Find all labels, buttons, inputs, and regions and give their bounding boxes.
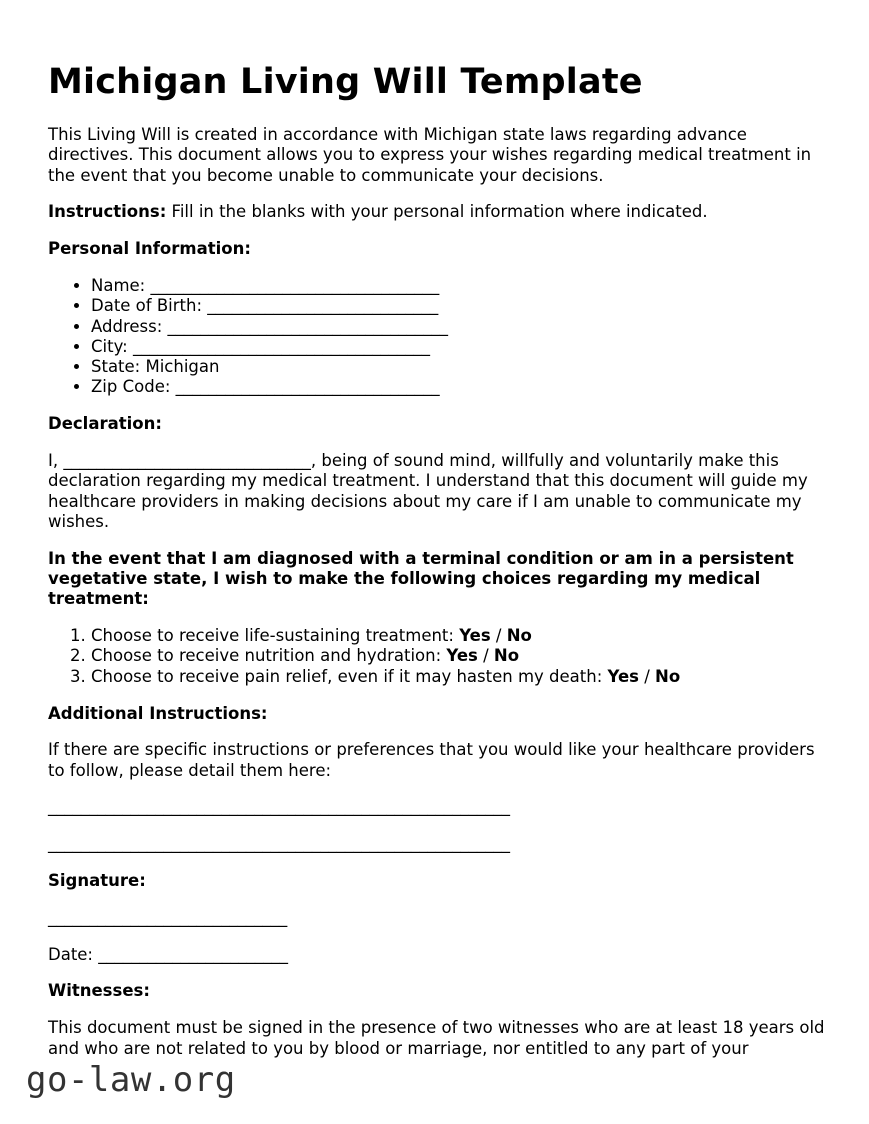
personal-info-city[interactable]: • City: ____________________________________: [91, 337, 828, 357]
personal-info-dob[interactable]: • Date of Birth: ____________________________: [91, 296, 828, 316]
declaration-heading: Declaration:: [48, 414, 162, 434]
personal-info-list: [48, 276, 828, 398]
choice-text: Choose to receive nutrition and hydration:: [91, 646, 447, 666]
choice-pain-relief: [91, 667, 828, 687]
additional-instructions-heading: Additional Instructions:: [48, 703, 268, 723]
additional-instructions-text: If there are specific instructions or preferences that you would like your healthcare providers to follow, please detail them here:: [48, 740, 815, 780]
signature-date[interactable]: Date: _______________________: [48, 944, 288, 964]
instructions-text: Fill in the blanks with your personal information where indicated.: [166, 202, 708, 222]
signature-line[interactable]: _____________________________: [48, 907, 288, 927]
declaration-text: I, ______________________________, being of sound mind, willfully and voluntarily make this declaration regarding my medical treatment. I understand that this document will guide my healthcare providers in making decisions about my care if I am unable to communicate my wishes.: [48, 451, 808, 531]
personal-info-heading: Personal Information:: [48, 239, 251, 259]
no-option[interactable]: No: [506, 626, 532, 646]
option-separator: /: [638, 666, 656, 686]
option-separator: /: [477, 646, 494, 666]
personal-info-address[interactable]: • Address: __________________________________: [91, 317, 828, 337]
terminal-statement: In the event that I am diagnosed with a terminal condition or am in a persistent vegetative state, I wish to make the following choices regarding my medical treatment:: [48, 548, 794, 609]
additional-line-2[interactable]: ________________________________________________________: [48, 834, 510, 854]
yes-option[interactable]: Yes: [459, 626, 491, 646]
additional-line-1[interactable]: ________________________________________________________: [48, 797, 510, 817]
signature-heading: Signature:: [48, 871, 146, 891]
no-option[interactable]: No: [493, 646, 520, 666]
document-title: Michigan Living Will Template: [48, 62, 643, 102]
option-separator: /: [490, 626, 507, 646]
document-page: [48, 0, 828, 1059]
personal-info-zip[interactable]: • Zip Code: ________________________________: [91, 377, 828, 397]
instructions-label: Instructions:: [48, 202, 167, 222]
yes-option[interactable]: Yes: [607, 666, 639, 686]
treatment-choices-list: [48, 626, 828, 687]
choice-text: Choose to receive life-sustaining treatment:: [91, 626, 460, 646]
choice-text: Choose to receive pain relief, even if it may hasten my death:: [91, 666, 608, 686]
choice-nutrition-hydration: [91, 646, 828, 666]
intro-paragraph: This Living Will is created in accordance with Michigan state laws regarding advance directives. This document allows you to express your wishes regarding medical treatment in the event that you become unable to communicate your decisions.: [48, 125, 812, 185]
witnesses-heading: Witnesses:: [48, 981, 150, 1001]
witnesses-text: This document must be signed in the presence of two witnesses who are at least 18 years old and who are not related to you by blood or marriage, nor entitled to any part of your: [48, 1018, 825, 1058]
yes-option[interactable]: Yes: [446, 646, 478, 666]
personal-info-name[interactable]: • Name: ___________________________________: [91, 276, 828, 296]
watermark-logo: go-law.org: [26, 1060, 244, 1100]
instructions-paragraph: [48, 202, 828, 222]
choice-life-sustaining: [91, 626, 828, 646]
no-option[interactable]: No: [655, 666, 681, 686]
personal-info-state: • State: Michigan: [91, 357, 828, 377]
